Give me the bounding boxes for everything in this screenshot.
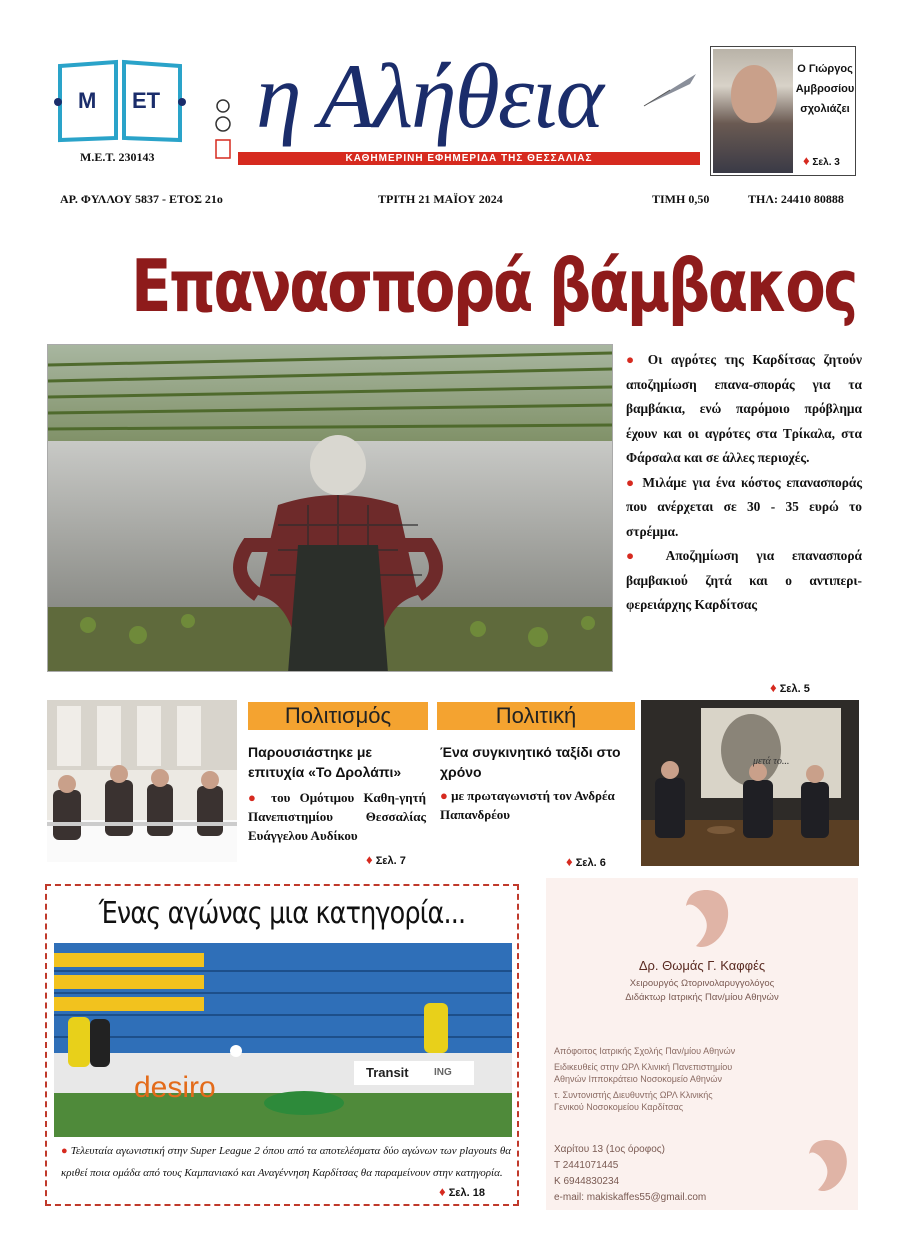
ad-line-5: Γενικού Νοσοκομείου Καρδίτσας (554, 1102, 684, 1112)
sports-board-transit: Transit (366, 1065, 409, 1080)
newspaper-brand: η Αλήθεια (256, 45, 602, 147)
issue-date: ΤΡΙΤΗ 21 ΜΑΪΟΥ 2024 (378, 192, 503, 206)
diamond-icon: ♦ (566, 854, 573, 869)
issue-number: ΑΡ. ΦΥΛΛΟΥ 5837 - ΕΤΟΣ 21ο (60, 192, 223, 206)
ad-address: Χαρίτου 13 (1ος όροφος) (554, 1144, 665, 1155)
lead-bullet-1: ● Οι αγρότες της Καρδίτσας ζητούν αποζημίωση επανα-σποράς για τα βαμβάκια, ενώ παρόμοιο πρόβλημα έχουν και οι αγρότες στα Τρίκαλα, στα Φάρσαλα και σε άλλες περιοχές. (626, 352, 862, 465)
politics-page-ref[interactable]: ♦ Σελ. 6 (566, 854, 606, 869)
lead-bullets (626, 348, 862, 618)
lead-page-ref[interactable]: ♦ Σελ. 5 (770, 680, 810, 695)
politics-banner-text: μετά το... (753, 756, 790, 767)
main-story-photo[interactable] (47, 344, 613, 672)
main-headline[interactable]: Επανασπορά βάμβακος (131, 244, 856, 328)
section-culture[interactable]: Πολιτισμός (248, 702, 428, 730)
columnist-name: Ο Γιώργος Αμβροσίου σχολιάζει (795, 63, 855, 115)
ad-logo-icon (676, 886, 736, 954)
sports-board-desiro: desiro (134, 1071, 216, 1104)
culture-title[interactable]: Παρουσιάστηκε με επιτυχία «Το Δρολάπι» (248, 744, 402, 780)
met-logo-right: ΕΤ (132, 88, 161, 113)
ad-email[interactable]: e-mail: makiskaffes55@gmail.com (554, 1192, 707, 1203)
lead-bullet-2: ● Μιλάμε για ένα κόστος επανασποράς που ανέρχεται σε 30 - 35 ευρώ το στρέμμα. (626, 474, 863, 539)
ad-logo-icon-small (800, 1136, 854, 1200)
contact-phone: ΤΗΛ: 24410 80888 (748, 192, 844, 206)
sports-board-ing: ING (434, 1067, 452, 1078)
issue-price: ΤΙΜΗ 0,50 (652, 192, 710, 206)
diamond-icon: ♦ (439, 1184, 446, 1199)
sports-box (45, 884, 519, 1206)
ad-line-1: Απόφοιτος Ιατρικής Σχολής Παν/μίου Αθηνών (554, 1046, 736, 1056)
ad-line-3: Αθηνών Ιπποκράτειο Νοσοκομείο Αθηνών (554, 1074, 722, 1084)
sports-page-ref[interactable]: ♦ Σελ. 18 (439, 1184, 485, 1199)
sports-text: ● Τελευταία αγωνιστική στην Super League 2 όπου από τα αποτελέσματα δύο αγώνων των playouts θα κριθεί ποια ομάδα από τους Καμπανιακό και Αναγέννηση Καρδίτσας θα παραμείνουν στην κατηγορία. (61, 1145, 512, 1179)
sports-headline[interactable]: Ένας αγώνας μια κατηγορία... (98, 896, 466, 931)
lead-bullet-3: ● Αποζημίωση για επανασπορά βαμβακιού ζητά και ο αντιπερι-φερειάρχης Καρδίτσας (626, 548, 862, 612)
certification-icon (212, 98, 234, 164)
politics-title[interactable]: Ένα συγκινητικό ταξίδι στο χρόνο (440, 744, 621, 780)
ad-sub-2: Διδάκτωρ Ιατρικής Παν/μίου Αθηνών (625, 992, 779, 1003)
diamond-icon: ♦ (770, 680, 777, 695)
quill-icon (640, 70, 700, 110)
tagline: ΚΑΘΗΜΕΡΙΝΗ ΕΦΗΜΕΡΙΔΑ ΤΗΣ ΘΕΣΣΑΛΙΑΣ (238, 152, 700, 165)
ad-line-4: τ. Συντονιστής Διευθυντής ΩΡΛ Κλινικής (554, 1090, 713, 1100)
columnist-page-ref: ♦ Σελ. 3 (803, 153, 840, 168)
met-logo-left: Μ (78, 88, 97, 113)
culture-photo[interactable] (47, 700, 237, 862)
ad-doctor-name: Δρ. Θωμάς Γ. Καφφές (638, 958, 766, 973)
ad-tel: Τ 2441071445 (554, 1160, 619, 1171)
politics-body: ● με πρωταγωνιστή τον Ανδρέα Παπανδρέου (440, 788, 615, 822)
columnist-box[interactable] (710, 46, 856, 176)
ad-mobile: Κ 6944830234 (554, 1176, 620, 1187)
doctor-ad[interactable] (546, 878, 858, 1210)
met-logo (54, 58, 186, 144)
columnist-photo (713, 49, 793, 173)
section-politics[interactable]: Πολιτική (437, 702, 635, 730)
ad-line-2: Ειδικευθείς στην ΩΡΛ Κλινική Πανεπιστημίου (554, 1062, 733, 1072)
sports-photo[interactable] (54, 943, 512, 1137)
culture-body: ● του Ομότιμου Καθη-γητή Πανεπιστημίου Θεσσαλίας Ευάγγελου Αυδίκου (248, 790, 426, 843)
ad-sub-1: Χειρουργός Ωτορινολαρυγγολόγος (629, 978, 775, 989)
politics-photo[interactable] (641, 700, 859, 866)
diamond-icon: ♦ (366, 852, 373, 867)
met-code: Μ.Ε.Τ. 230143 (80, 150, 155, 164)
culture-page-ref[interactable]: ♦ Σελ. 7 (366, 852, 406, 867)
